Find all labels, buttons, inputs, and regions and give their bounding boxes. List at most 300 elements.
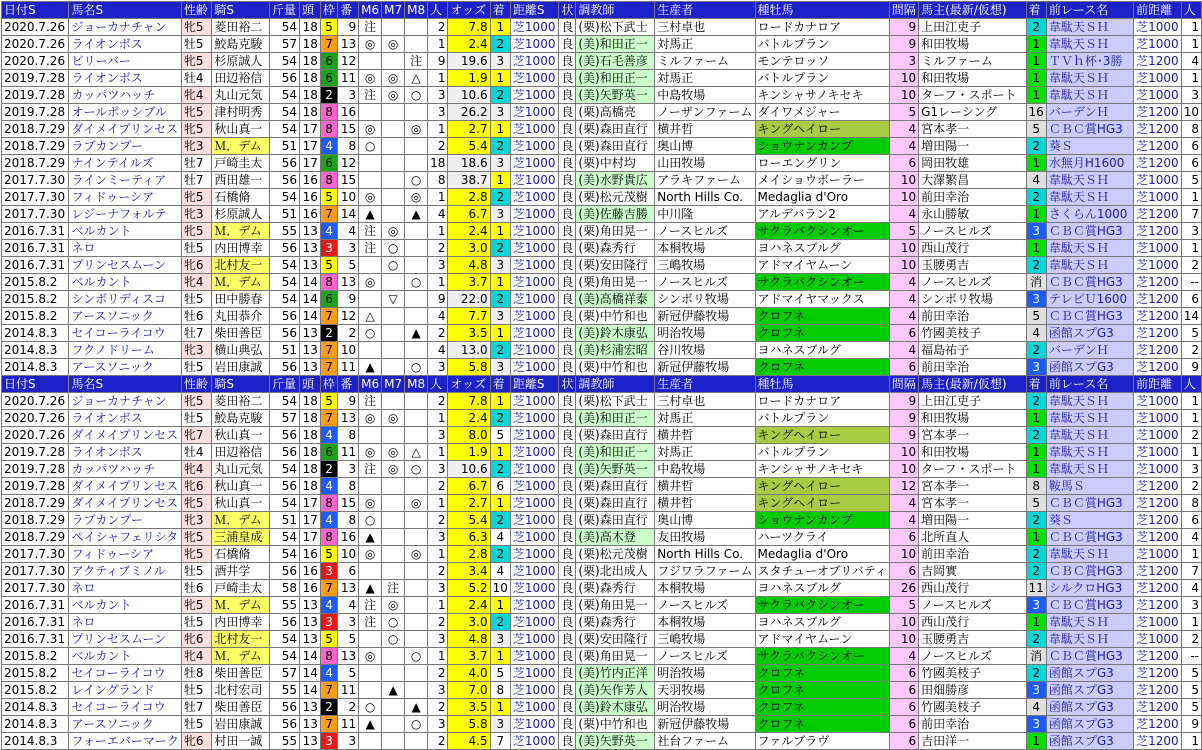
header-cell-jockey[interactable]: 騎S [212, 376, 270, 393]
prev-race-cell[interactable]: 水無月H1600 [1046, 155, 1133, 172]
prev-race-cell[interactable]: 函館スプG3 [1046, 665, 1133, 682]
prev-race-cell[interactable]: ＣＢＣ賞HG3 [1046, 121, 1133, 138]
condition-cell: 良 [559, 19, 576, 36]
owner-cell: 宮本孝一 [919, 121, 1026, 138]
table-body [2, 2, 1202, 750]
prev-race-cell[interactable]: ＴＶｈ杯･3勝 [1046, 53, 1133, 70]
prev-race-cell[interactable]: 韋駄天ＳＨ [1046, 240, 1133, 257]
header-cell-frame[interactable]: 枠 [320, 376, 337, 393]
frame-cell: 8 [320, 104, 337, 121]
prev-popularity-cell: 5 [1181, 699, 1201, 716]
horse-name-cell[interactable]: ベルカント [69, 274, 181, 291]
field-size-cell: 16 [300, 189, 321, 206]
header-cell-sire[interactable]: 種牡馬 [755, 2, 889, 19]
field-size-cell: 18 [300, 427, 321, 444]
finish-cell: 2 [490, 240, 510, 257]
horse-name-cell[interactable]: フィドゥーシア [69, 546, 181, 563]
breeder-cell: 本桐牧場 [655, 240, 755, 257]
number-cell: 3 [338, 614, 359, 631]
header-cell-prev-finish[interactable]: 着 [1026, 2, 1046, 19]
horse-name-cell[interactable]: レジーナフォルテ [69, 206, 181, 223]
prev-popularity-cell: 1 [1181, 393, 1201, 410]
horse-name-cell[interactable]: ライオンボス [69, 410, 181, 427]
jockey-cell: 田辺裕信 [212, 444, 270, 461]
date-cell: 2017.7.30 [2, 206, 69, 223]
interval-cell: 10 [889, 631, 918, 648]
number-cell: 8 [338, 138, 359, 155]
jockey-cell: 秋山真一 [212, 427, 270, 444]
sex-age-cell: 牡5 [181, 682, 211, 699]
frame-cell: 7 [320, 206, 337, 223]
sex-age-cell: 牡6 [181, 308, 211, 325]
owner-cell: 北所直人 [919, 529, 1026, 546]
header-cell-mark7[interactable]: M7 [382, 2, 405, 19]
prev-race-cell[interactable]: ＣＢＣ賞HG3 [1046, 597, 1133, 614]
interval-cell: 10 [889, 257, 918, 274]
mark7-cell: ○ [382, 240, 405, 257]
finish-cell: 1 [490, 325, 510, 342]
table-row [2, 172, 1202, 189]
finish-cell: 3 [490, 206, 510, 223]
popularity-cell: 8 [428, 172, 448, 189]
prev-distance-cell: 芝1200 [1134, 563, 1182, 580]
weight-cell: 56 [269, 444, 299, 461]
finish-cell: 3 [490, 716, 510, 733]
prev-race-cell[interactable]: バーデンＨ [1046, 342, 1133, 359]
interval-cell: 10 [889, 87, 918, 104]
prev-distance-cell: 芝1000 [1134, 444, 1182, 461]
condition-cell: 良 [559, 512, 576, 529]
trainer-cell: (栗)松元茂樹 [576, 189, 655, 206]
number-cell: 16 [338, 529, 359, 546]
horse-name-cell[interactable]: ライオンボス [69, 444, 181, 461]
header-cell-finish[interactable]: 着 [490, 376, 510, 393]
header-cell-trainer[interactable]: 調教師 [576, 2, 655, 19]
horse-name-cell[interactable]: ラインミーティア [69, 172, 181, 189]
finish-cell: 1 [490, 121, 510, 138]
interval-cell: 6 [889, 529, 918, 546]
header-cell-weight[interactable]: 斤量 [269, 2, 299, 19]
horse-name-cell[interactable]: アースソニック [69, 359, 181, 376]
sire-cell: ショウナンカンプ [755, 138, 889, 155]
owner-cell: 前田幸治 [919, 359, 1026, 376]
popularity-cell: 1 [428, 36, 448, 53]
header-cell-owner[interactable]: 馬主(最新/仮想) [919, 2, 1026, 19]
horse-name-cell[interactable]: ネロ [69, 614, 181, 631]
prev-race-cell[interactable]: 韋駄天ＳＨ [1046, 410, 1133, 427]
sire-cell: キングヘイロー [755, 427, 889, 444]
horse-name-cell[interactable]: ベルカント [69, 648, 181, 665]
horse-name-cell[interactable]: ビリーバー [69, 53, 181, 70]
horse-name-cell[interactable]: アースソニック [69, 716, 181, 733]
distance-cell: 芝1000 [510, 121, 558, 138]
prev-race-cell[interactable]: テレビＵ1600 [1046, 291, 1133, 308]
header-cell-frame[interactable]: 枠 [320, 2, 337, 19]
mark7-cell: ○ [382, 257, 405, 274]
header-cell-prev-finish[interactable]: 着 [1026, 376, 1046, 393]
trainer-cell: (美)矢野英一 [576, 87, 655, 104]
sire-cell: メイショウボーラー [755, 172, 889, 189]
distance-cell: 芝1000 [510, 529, 558, 546]
popularity-cell: 3 [428, 461, 448, 478]
header-cell-prev-popularity[interactable]: 人 [1181, 376, 1201, 393]
horse-name-cell[interactable]: カッパツハッチ [69, 87, 181, 104]
header-cell-distance[interactable]: 距離S [510, 2, 558, 19]
finish-cell: 2 [490, 138, 510, 155]
owner-cell: 玉腰勇吉 [919, 631, 1026, 648]
mark6-cell: △ [359, 308, 382, 325]
sex-age-cell: 牡5 [181, 563, 211, 580]
finish-cell: 1 [490, 444, 510, 461]
horse-name-cell[interactable]: ダイメイプリンセス [69, 427, 181, 444]
header-cell-sex-age[interactable]: 性齢 [181, 2, 211, 19]
prev-finish-cell: 1 [1026, 70, 1046, 87]
number-cell: 15 [338, 121, 359, 138]
header-cell-jockey[interactable]: 騎S [212, 2, 270, 19]
prev-race-cell[interactable]: 韋駄天ＳＨ [1046, 461, 1133, 478]
horse-name-cell[interactable]: カッパツハッチ [69, 461, 181, 478]
prev-race-cell[interactable]: 韋駄天ＳＨ [1046, 427, 1133, 444]
trainer-cell: (栗)森田直行 [576, 121, 655, 138]
interval-cell: 4 [889, 495, 918, 512]
weight-cell: 54 [269, 393, 299, 410]
horse-name-cell[interactable]: ジョーカナチャン [69, 393, 181, 410]
horse-name-cell[interactable]: ラブカンプー [69, 512, 181, 529]
mark8-cell: △ [405, 444, 428, 461]
prev-race-cell[interactable]: ＣＢＣ賞HG3 [1046, 308, 1133, 325]
distance-cell: 芝1000 [510, 53, 558, 70]
prev-race-cell[interactable]: 韋駄天ＳＨ [1046, 614, 1133, 631]
horse-name-cell[interactable]: アクティブミノル [69, 563, 181, 580]
number-cell: 11 [338, 359, 359, 376]
frame-cell: 2 [320, 461, 337, 478]
distance-cell: 芝1000 [510, 19, 558, 36]
popularity-cell: 3 [428, 359, 448, 376]
header-cell-condition[interactable]: 状 [559, 2, 576, 19]
horse-name-cell[interactable]: ジョーカナチャン [69, 19, 181, 36]
prev-race-cell[interactable]: 葵Ｓ [1046, 138, 1133, 155]
number-cell: 14 [338, 206, 359, 223]
trainer-cell: (美)高橋祥泰 [576, 291, 655, 308]
header-cell-owner[interactable]: 馬主(最新/仮想) [919, 376, 1026, 393]
field-size-cell: 18 [300, 478, 321, 495]
mark8-cell: ○ [405, 716, 428, 733]
horse-name-cell[interactable]: シンボリディスコ [69, 291, 181, 308]
header-cell-number[interactable]: 番 [338, 376, 359, 393]
odds-cell: 2.4 [448, 36, 490, 53]
popularity-cell: 4 [428, 206, 448, 223]
header-cell-prev-race[interactable]: 前レース名 [1046, 2, 1133, 19]
breeder-cell: 本桐牧場 [655, 580, 755, 597]
weight-cell: 56 [269, 563, 299, 580]
odds-cell: 3.0 [448, 240, 490, 257]
prev-race-cell[interactable]: 韋駄天ＳＨ [1046, 189, 1133, 206]
mark7-cell [382, 19, 405, 36]
popularity-cell: 4 [428, 308, 448, 325]
sex-age-cell: 牝5 [181, 223, 211, 240]
prev-popularity-cell: 1 [1181, 189, 1201, 206]
breeder-cell: 本桐牧場 [655, 614, 755, 631]
prev-race-cell[interactable]: 韋駄天ＳＨ [1046, 172, 1133, 189]
popularity-cell: 9 [428, 53, 448, 70]
horse-name-cell[interactable]: アースソニック [69, 308, 181, 325]
prev-popularity-cell: 5 [1181, 172, 1201, 189]
sex-age-cell: 牝5 [181, 546, 211, 563]
header-cell-date[interactable]: 日付S [2, 376, 69, 393]
horse-name-cell[interactable]: セイコーライコウ [69, 665, 181, 682]
breeder-cell: 天羽牧場 [655, 682, 755, 699]
prev-race-cell[interactable]: ＣＢＣ賞HG3 [1046, 563, 1133, 580]
jockey-cell: 田辺裕信 [212, 70, 270, 87]
horse-name-cell[interactable]: ライオンボス [69, 70, 181, 87]
header-cell-number[interactable]: 番 [338, 2, 359, 19]
table-row [2, 699, 1202, 716]
horse-name-cell[interactable]: ベルカント [69, 597, 181, 614]
field-size-cell: 13 [300, 223, 321, 240]
prev-race-cell[interactable]: ＣＢＣ賞HG3 [1046, 274, 1133, 291]
horse-name-cell[interactable]: ペイシャフェリシタ [69, 529, 181, 546]
prev-race-cell[interactable]: 葵Ｓ [1046, 512, 1133, 529]
header-cell-odds[interactable]: オッズ [448, 376, 490, 393]
prev-popularity-cell: 6 [1181, 512, 1201, 529]
header-cell-sire[interactable]: 種牡馬 [755, 376, 889, 393]
header-cell-finish[interactable]: 着 [490, 2, 510, 19]
owner-cell: ターフ・スポート [919, 87, 1026, 104]
prev-race-cell[interactable]: 韋駄天ＳＨ [1046, 631, 1133, 648]
owner-cell: 上田江吏子 [919, 19, 1026, 36]
owner-cell: 和田牧場 [919, 444, 1026, 461]
frame-cell: 6 [320, 70, 337, 87]
trainer-cell: (美)矢野英一 [576, 733, 655, 750]
prev-distance-cell: 芝1000 [1134, 631, 1182, 648]
finish-cell: 1 [490, 648, 510, 665]
mark7-cell: ◎ [382, 444, 405, 461]
odds-cell: 2.8 [448, 546, 490, 563]
popularity-cell: 1 [428, 597, 448, 614]
trainer-cell: (美)和田正一 [576, 410, 655, 427]
prev-race-cell[interactable]: 函館スプG3 [1046, 733, 1133, 750]
header-cell-breeder[interactable]: 生産者 [655, 376, 755, 393]
table-row [2, 597, 1202, 614]
prev-finish-cell: 5 [1026, 121, 1046, 138]
prev-race-cell[interactable]: 韋駄天ＳＨ [1046, 546, 1133, 563]
trainer-cell: (栗)角田晃一 [576, 648, 655, 665]
header-cell-horse-name[interactable]: 馬名S [69, 376, 181, 393]
header-cell-mark7[interactable]: M7 [382, 376, 405, 393]
prev-race-cell[interactable]: 函館スプG3 [1046, 716, 1133, 733]
finish-cell: 8 [490, 682, 510, 699]
distance-cell: 芝1000 [510, 563, 558, 580]
prev-finish-cell: 2 [1026, 19, 1046, 36]
breeder-cell: 奥山博 [655, 138, 755, 155]
mark6-cell: ▲ [359, 359, 382, 376]
header-row [2, 376, 1202, 393]
prev-race-cell[interactable]: 韋駄天ＳＨ [1046, 393, 1133, 410]
breeder-cell: 明治牧場 [655, 665, 755, 682]
horse-name-cell[interactable]: ネロ [69, 580, 181, 597]
prev-race-cell[interactable]: 韋駄天ＳＨ [1046, 87, 1133, 104]
header-cell-popularity[interactable]: 人 [428, 2, 448, 19]
prev-race-cell[interactable]: ＣＢＣ賞HG3 [1046, 529, 1133, 546]
header-cell-prev-race[interactable]: 前レース名 [1046, 376, 1133, 393]
prev-race-cell[interactable]: 函館スプG3 [1046, 699, 1133, 716]
finish-cell: 2 [490, 461, 510, 478]
frame-cell: 8 [320, 172, 337, 189]
header-cell-odds[interactable]: オッズ [448, 2, 490, 19]
horse-name-cell[interactable]: ナインテイルズ [69, 155, 181, 172]
date-cell: 2020.7.26 [2, 427, 69, 444]
number-cell: 10 [338, 546, 359, 563]
condition-cell: 良 [559, 427, 576, 444]
prev-race-cell[interactable]: さくらん1000 [1046, 206, 1133, 223]
header-cell-date[interactable]: 日付S [2, 2, 69, 19]
header-cell-trainer[interactable]: 調教師 [576, 376, 655, 393]
horse-name-cell[interactable]: ベルカント [69, 223, 181, 240]
odds-cell: 13.0 [448, 342, 490, 359]
weight-cell: 57 [269, 410, 299, 427]
popularity-cell: 3 [428, 104, 448, 121]
popularity-cell: 1 [428, 121, 448, 138]
horse-name-cell[interactable]: プリンセスムーン [69, 257, 181, 274]
prev-distance-cell: 芝1200 [1134, 682, 1182, 699]
header-cell-distance[interactable]: 距離S [510, 376, 558, 393]
number-cell: 4 [338, 597, 359, 614]
prev-race-cell[interactable]: 韋駄天ＳＨ [1046, 444, 1133, 461]
trainer-cell: (栗)中竹和也 [576, 359, 655, 376]
prev-race-cell[interactable]: 韋駄天ＳＨ [1046, 36, 1133, 53]
horse-name-cell[interactable]: ダイメイプリンセス [69, 121, 181, 138]
odds-cell: 7.7 [448, 308, 490, 325]
horse-name-cell[interactable]: オールポッシブル [69, 104, 181, 121]
breeder-cell: 明治牧場 [655, 699, 755, 716]
mark8-cell [405, 682, 428, 699]
header-cell-horse-name[interactable]: 馬名S [69, 2, 181, 19]
condition-cell: 良 [559, 546, 576, 563]
sex-age-cell: 牝3 [181, 206, 211, 223]
date-cell: 2015.8.2 [2, 274, 69, 291]
header-cell-interval[interactable]: 間隔 [889, 376, 918, 393]
prev-race-cell[interactable]: シルクロHG3 [1046, 580, 1133, 597]
breeder-cell: ノースヒルズ [655, 223, 755, 240]
breeder-cell: 横井哲 [655, 495, 755, 512]
header-cell-popularity[interactable]: 人 [428, 376, 448, 393]
weight-cell: 54 [269, 631, 299, 648]
header-cell-field-size[interactable]: 頭 [300, 376, 321, 393]
header-cell-interval[interactable]: 間隔 [889, 2, 918, 19]
header-cell-mark6[interactable]: M6 [359, 376, 382, 393]
horse-name-cell[interactable]: セイコーライコウ [69, 699, 181, 716]
field-size-cell: 18 [300, 53, 321, 70]
odds-cell: 2.7 [448, 495, 490, 512]
horse-name-cell[interactable]: プリンセスムーン [69, 631, 181, 648]
horse-name-cell[interactable]: レイングランド [69, 682, 181, 699]
prev-race-cell[interactable]: 鞍馬Ｓ [1046, 478, 1133, 495]
mark6-cell: ○ [359, 512, 382, 529]
prev-race-cell[interactable]: 韋駄天ＳＨ [1046, 19, 1133, 36]
horse-name-cell[interactable]: フィドゥーシア [69, 189, 181, 206]
header-cell-mark8[interactable]: M8 [405, 2, 428, 19]
mark8-cell: ▲ [405, 206, 428, 223]
owner-cell: 竹國美枝子 [919, 699, 1026, 716]
horse-name-cell[interactable]: フクノドリーム [69, 342, 181, 359]
horse-name-cell[interactable]: ダイメイプリンセス [69, 495, 181, 512]
number-cell: 3 [338, 461, 359, 478]
trainer-cell: (栗)松下武士 [576, 393, 655, 410]
owner-cell: 田畑勝彦 [919, 682, 1026, 699]
prev-race-cell[interactable]: 函館スプG3 [1046, 682, 1133, 699]
prev-race-cell[interactable]: 函館スプG3 [1046, 359, 1133, 376]
distance-cell: 芝1000 [510, 614, 558, 631]
mark8-cell [405, 155, 428, 172]
mark7-cell [382, 189, 405, 206]
sire-cell: クロフネ [755, 359, 889, 376]
odds-cell: 2.8 [448, 189, 490, 206]
frame-cell: 2 [320, 699, 337, 716]
horse-name-cell[interactable]: ラブカンプー [69, 138, 181, 155]
header-cell-prev-distance[interactable]: 前距離 [1134, 2, 1182, 19]
odds-cell: 5.4 [448, 512, 490, 529]
horse-name-cell[interactable]: セイコーライコウ [69, 325, 181, 342]
horse-name-cell[interactable]: ライオンボス [69, 36, 181, 53]
interval-cell: 4 [889, 291, 918, 308]
frame-cell: 7 [320, 410, 337, 427]
mark7-cell [382, 359, 405, 376]
horse-name-cell[interactable]: ダイメイプリンセス [69, 478, 181, 495]
trainer-cell: (美)佐藤吉勝 [576, 206, 655, 223]
popularity-cell: 2 [428, 733, 448, 750]
odds-cell: 3.7 [448, 648, 490, 665]
mark6-cell: ○ [359, 138, 382, 155]
header-cell-field-size[interactable]: 頭 [300, 2, 321, 19]
owner-cell: 和田牧場 [919, 36, 1026, 53]
header-cell-prev-distance[interactable]: 前距離 [1134, 376, 1182, 393]
header-cell-breeder[interactable]: 生産者 [655, 2, 755, 19]
header-cell-sex-age[interactable]: 性齢 [181, 376, 211, 393]
mark8-cell [405, 291, 428, 308]
prev-popularity-cell: -- [1181, 274, 1201, 291]
horse-name-cell[interactable]: フォーエバーマーク [69, 733, 181, 750]
header-cell-prev-popularity[interactable]: 人 [1181, 2, 1201, 19]
field-size-cell: 14 [300, 648, 321, 665]
header-cell-weight[interactable]: 斤量 [269, 376, 299, 393]
condition-cell: 良 [559, 444, 576, 461]
mark6-cell: 注 [359, 240, 382, 257]
prev-finish-cell: 1 [1026, 240, 1046, 257]
prev-race-cell[interactable]: 韋駄天ＳＨ [1046, 70, 1133, 87]
prev-race-cell[interactable]: 韋駄天ＳＨ [1046, 257, 1133, 274]
prev-race-cell[interactable]: ＣＢＣ賞HG3 [1046, 223, 1133, 240]
odds-cell: 26.2 [448, 104, 490, 121]
breeder-cell: フジワラファーム [655, 563, 755, 580]
sex-age-cell: 牝6 [181, 733, 211, 750]
header-cell-mark8[interactable]: M8 [405, 376, 428, 393]
odds-cell: 4.8 [448, 631, 490, 648]
finish-cell: 2 [490, 546, 510, 563]
popularity-cell: 2 [428, 665, 448, 682]
trainer-cell: (美)高木登 [576, 529, 655, 546]
number-cell: 13 [338, 580, 359, 597]
header-cell-mark6[interactable]: M6 [359, 2, 382, 19]
prev-race-cell[interactable]: バーデンＨ [1046, 104, 1133, 121]
horse-name-cell[interactable]: ネロ [69, 240, 181, 257]
date-cell: 2016.7.31 [2, 257, 69, 274]
sire-cell: ヨハネスブルグ [755, 614, 889, 631]
prev-race-cell[interactable]: ＣＢＣ賞HG3 [1046, 495, 1133, 512]
odds-cell: 7.0 [448, 682, 490, 699]
prev-race-cell[interactable]: 函館スプG3 [1046, 325, 1133, 342]
header-cell-condition[interactable]: 状 [559, 376, 576, 393]
prev-race-cell[interactable]: ＣＢＣ賞HG3 [1046, 648, 1133, 665]
